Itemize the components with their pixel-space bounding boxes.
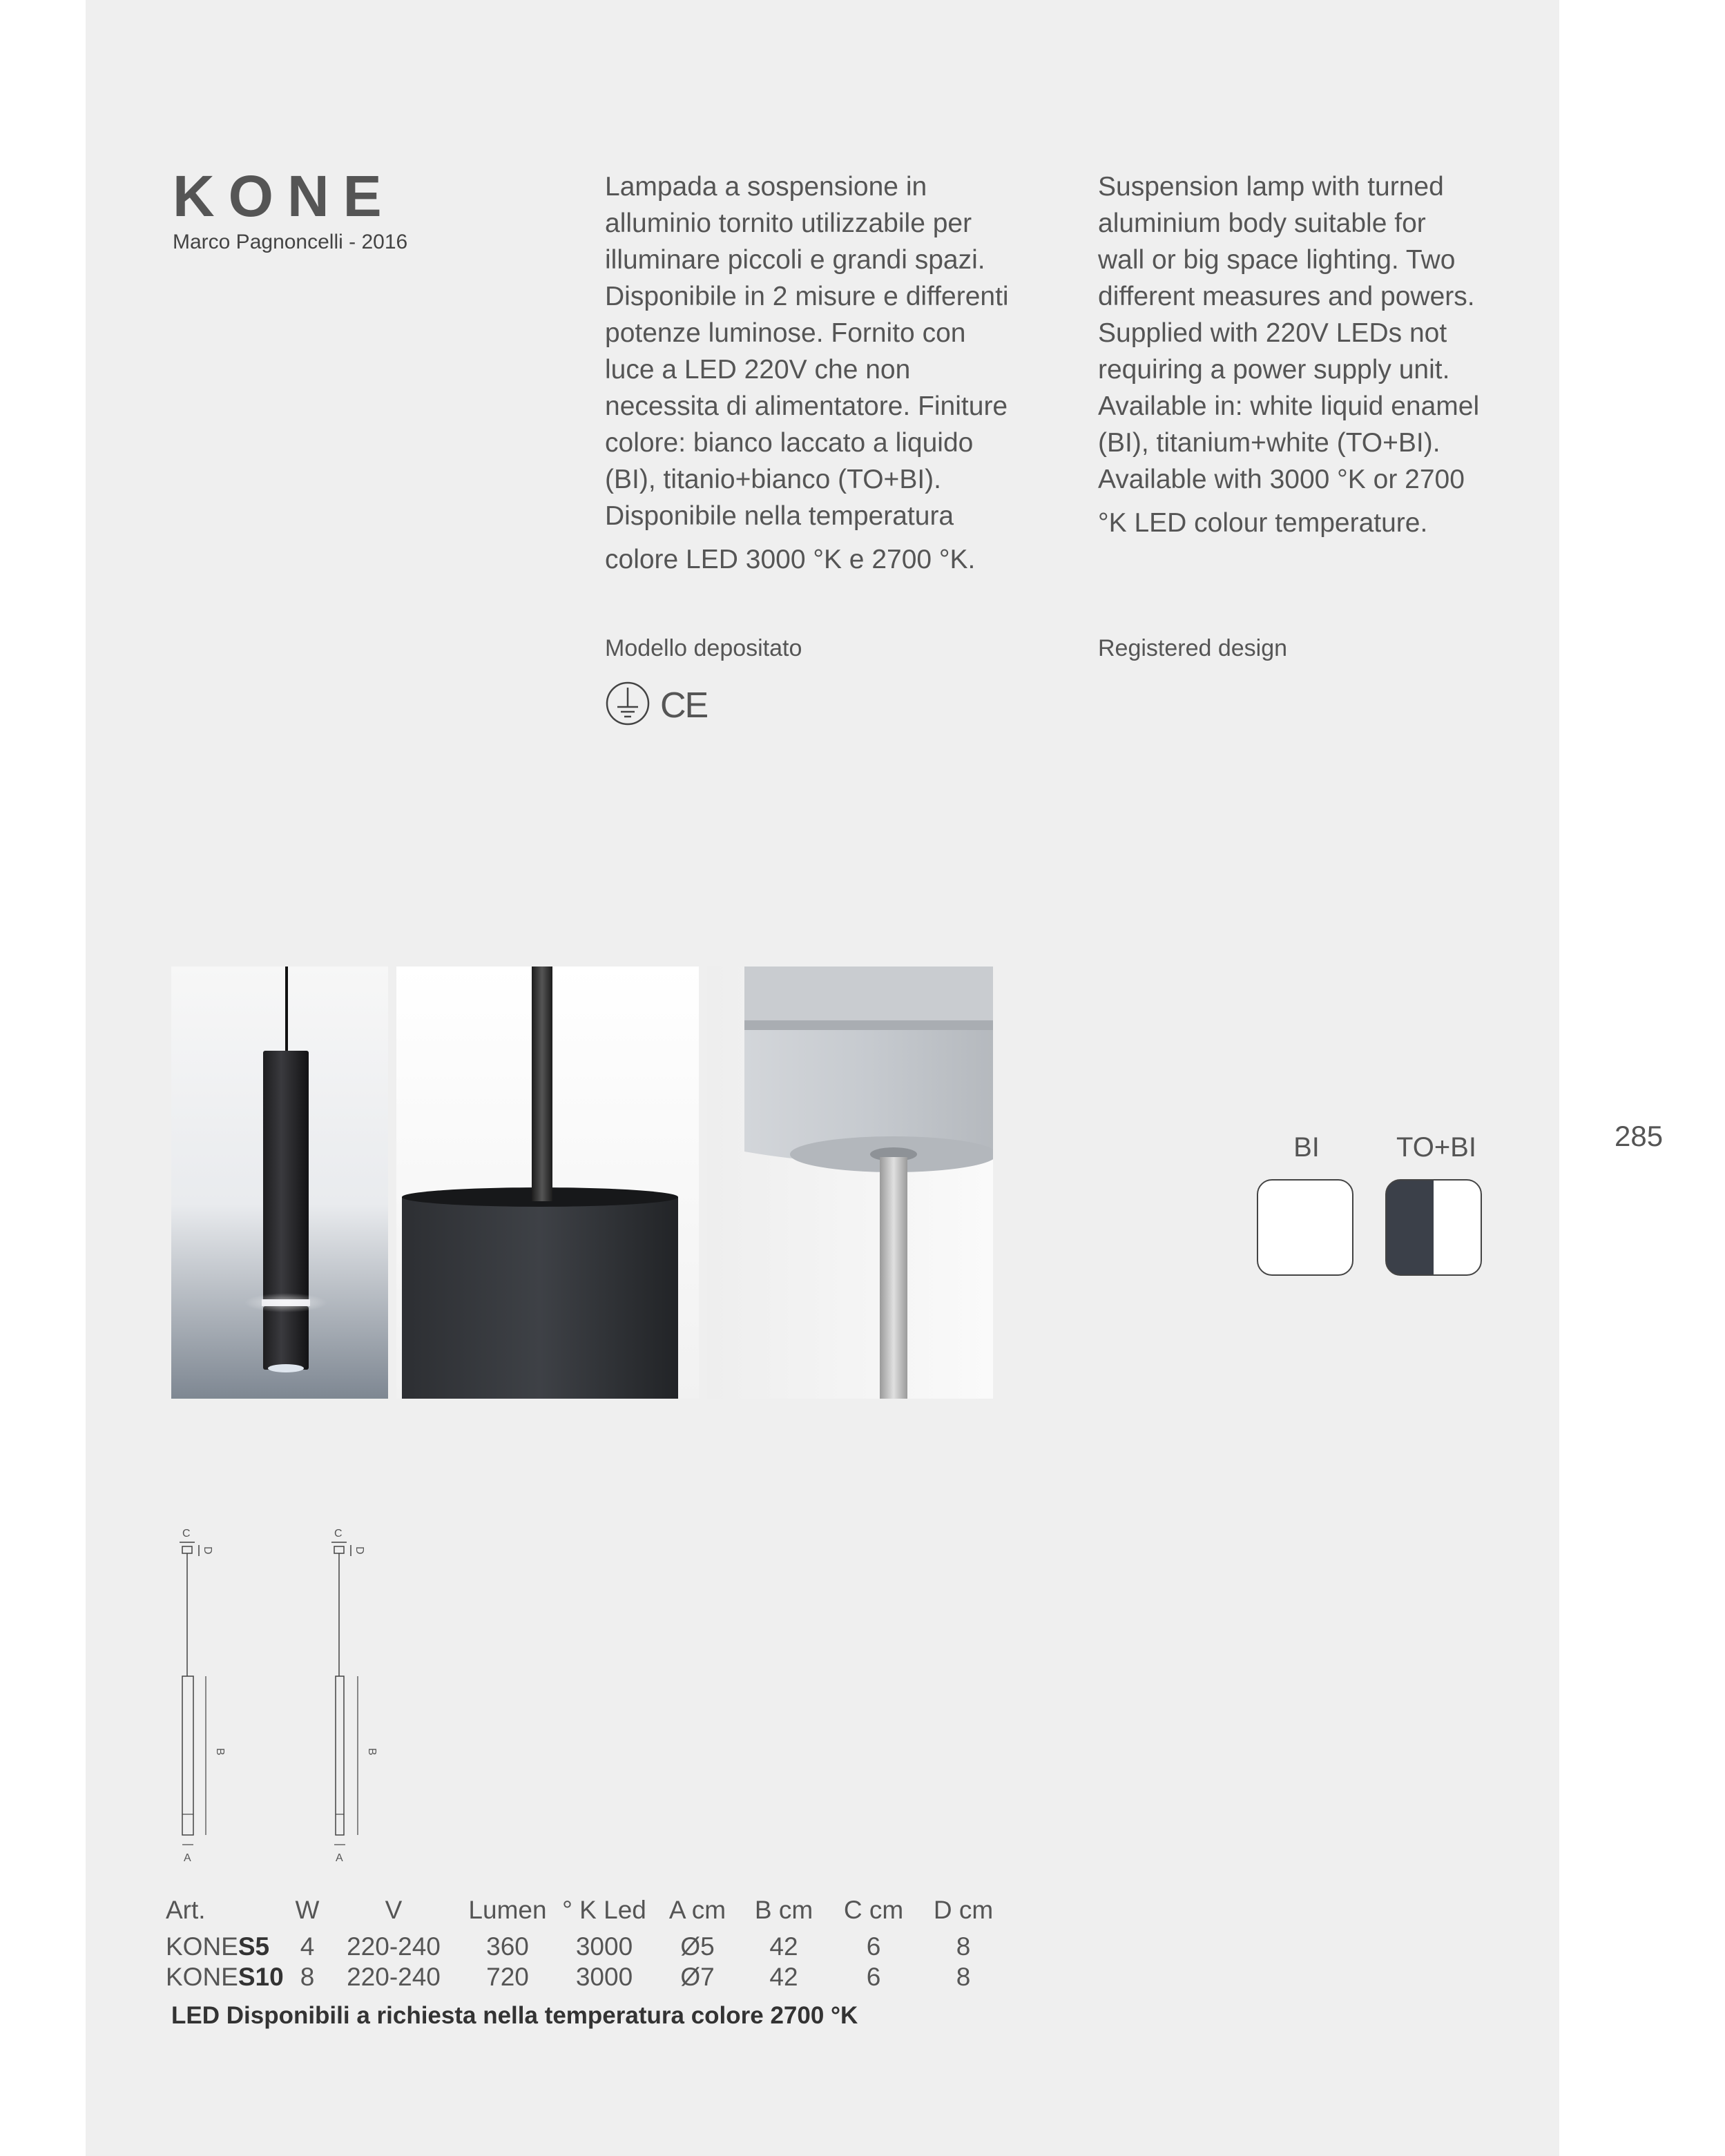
spec-table <box>166 1889 1008 1992</box>
earth-ground-icon <box>605 681 651 730</box>
cell-c: 6 <box>866 1963 881 1991</box>
description-line: Supplied with 220V LEDs not <box>1098 318 1447 348</box>
description-line: colore LED 3000 °K e 2700 °K. <box>605 545 976 574</box>
cell-article <box>166 1962 290 1992</box>
product-photo-detail-cable <box>396 967 699 1399</box>
dimension-diagram-kones10 <box>325 1526 407 1864</box>
dimension-label-c: C <box>182 1528 191 1540</box>
description-line: Suspension lamp with turned <box>1098 172 1444 202</box>
description-line: Available with 3000 °K or 2700 <box>1098 465 1465 494</box>
table-header-row <box>166 1889 1008 1932</box>
description-line: alluminio tornito utilizzabile per <box>605 208 972 238</box>
cell-c: 6 <box>866 1932 881 1961</box>
registered-design-italian: Modello depositato <box>605 635 802 661</box>
description-line: illuminare piccoli e grandi spazi. <box>605 245 985 275</box>
column-header-lumen: Lumen <box>468 1896 547 1924</box>
cell-a: Ø5 <box>680 1932 715 1961</box>
description-line: (BI), titanium+white (TO+BI). <box>1098 428 1440 458</box>
dimension-diagram-kones5 <box>173 1526 256 1864</box>
cell-v: 220-240 <box>347 1963 441 1991</box>
dimension-label-d: D <box>202 1546 213 1555</box>
dimension-label-b: B <box>214 1748 226 1756</box>
description-italian <box>605 168 1047 578</box>
column-header-w: W <box>295 1896 320 1924</box>
description-line: (BI), titanio+bianco (TO+BI). <box>605 465 941 494</box>
product-photo-full <box>171 967 388 1399</box>
description-line: potenze luminose. Fornito con <box>605 318 966 348</box>
product-photo-detail-canopy <box>707 967 993 1399</box>
designer-credit: Marco Pagnoncelli - 2016 <box>173 231 408 253</box>
description-line: necessita di alimentatore. Finiture <box>605 391 1008 421</box>
registered-design-english: Registered design <box>1098 635 1288 661</box>
cell-lumen: 720 <box>486 1963 529 1991</box>
table-row <box>166 1962 1008 1992</box>
column-header-c-cm: C cm <box>843 1896 904 1924</box>
dimension-label-d: D <box>354 1546 365 1555</box>
column-header-b-cm: B cm <box>754 1896 813 1924</box>
description-line: colore: bianco laccato a liquido <box>605 428 974 458</box>
article-suffix: S10 <box>238 1963 284 1991</box>
description-line: Disponibile in 2 misure e differenti <box>605 282 1009 311</box>
cell-lumen: 360 <box>486 1932 529 1961</box>
finish-swatch-bi <box>1257 1179 1353 1276</box>
dimension-label-b: B <box>366 1748 378 1756</box>
dimension-label-a: A <box>336 1852 343 1864</box>
product-name: KONE <box>173 164 396 229</box>
column-header-art: Art. <box>166 1896 206 1924</box>
cell-w: 4 <box>300 1932 315 1961</box>
article-prefix: KONE <box>166 1932 238 1961</box>
table-row <box>166 1932 1008 1962</box>
description-line: requiring a power supply unit. <box>1098 355 1450 385</box>
spec-table-wrapper <box>166 1889 1063 1992</box>
column-header-d-cm: D cm <box>933 1896 994 1924</box>
finish-label-bi: BI <box>1293 1132 1320 1163</box>
description-line: °K LED colour temperature. <box>1098 508 1428 538</box>
availability-note: LED Disponibili a richiesta nella temperatura colore 2700 °K <box>171 2002 858 2029</box>
description-line: Lampada a sospensione in <box>605 172 927 202</box>
page-number: 285 <box>1615 1120 1664 1152</box>
finish-label-to-bi: TO+BI <box>1396 1132 1476 1163</box>
description-line: wall or big space lighting. Two <box>1098 245 1456 275</box>
dimension-label-a: A <box>184 1852 191 1864</box>
description-line: luce a LED 220V che non <box>605 355 911 385</box>
column-header-v: V <box>385 1896 403 1924</box>
finish-swatch-to-bi <box>1385 1179 1482 1276</box>
description-english <box>1098 168 1540 541</box>
ce-mark: CE <box>660 685 708 726</box>
description-line: Available in: white liquid enamel <box>1098 391 1480 421</box>
certification-marks <box>605 681 707 730</box>
description-line: aluminium body suitable for <box>1098 208 1426 238</box>
cell-k-led: 3000 <box>575 1963 633 1991</box>
cell-article <box>166 1932 290 1962</box>
cell-a: Ø7 <box>680 1963 715 1991</box>
description-line: different measures and powers. <box>1098 282 1475 311</box>
description-line: Disponibile nella temperatura <box>605 501 954 531</box>
column-header-a-cm: A cm <box>668 1896 726 1924</box>
column-header-k-led: ° K Led <box>562 1896 646 1924</box>
cell-d: 8 <box>956 1963 971 1991</box>
cell-v: 220-240 <box>347 1932 441 1961</box>
cell-k-led: 3000 <box>575 1932 633 1961</box>
cell-w: 8 <box>300 1963 315 1991</box>
article-suffix: S5 <box>238 1932 270 1961</box>
cell-d: 8 <box>956 1932 971 1961</box>
cell-b: 42 <box>769 1932 798 1961</box>
cell-b: 42 <box>769 1963 798 1991</box>
article-prefix: KONE <box>166 1963 238 1991</box>
dimension-label-c: C <box>334 1528 343 1540</box>
